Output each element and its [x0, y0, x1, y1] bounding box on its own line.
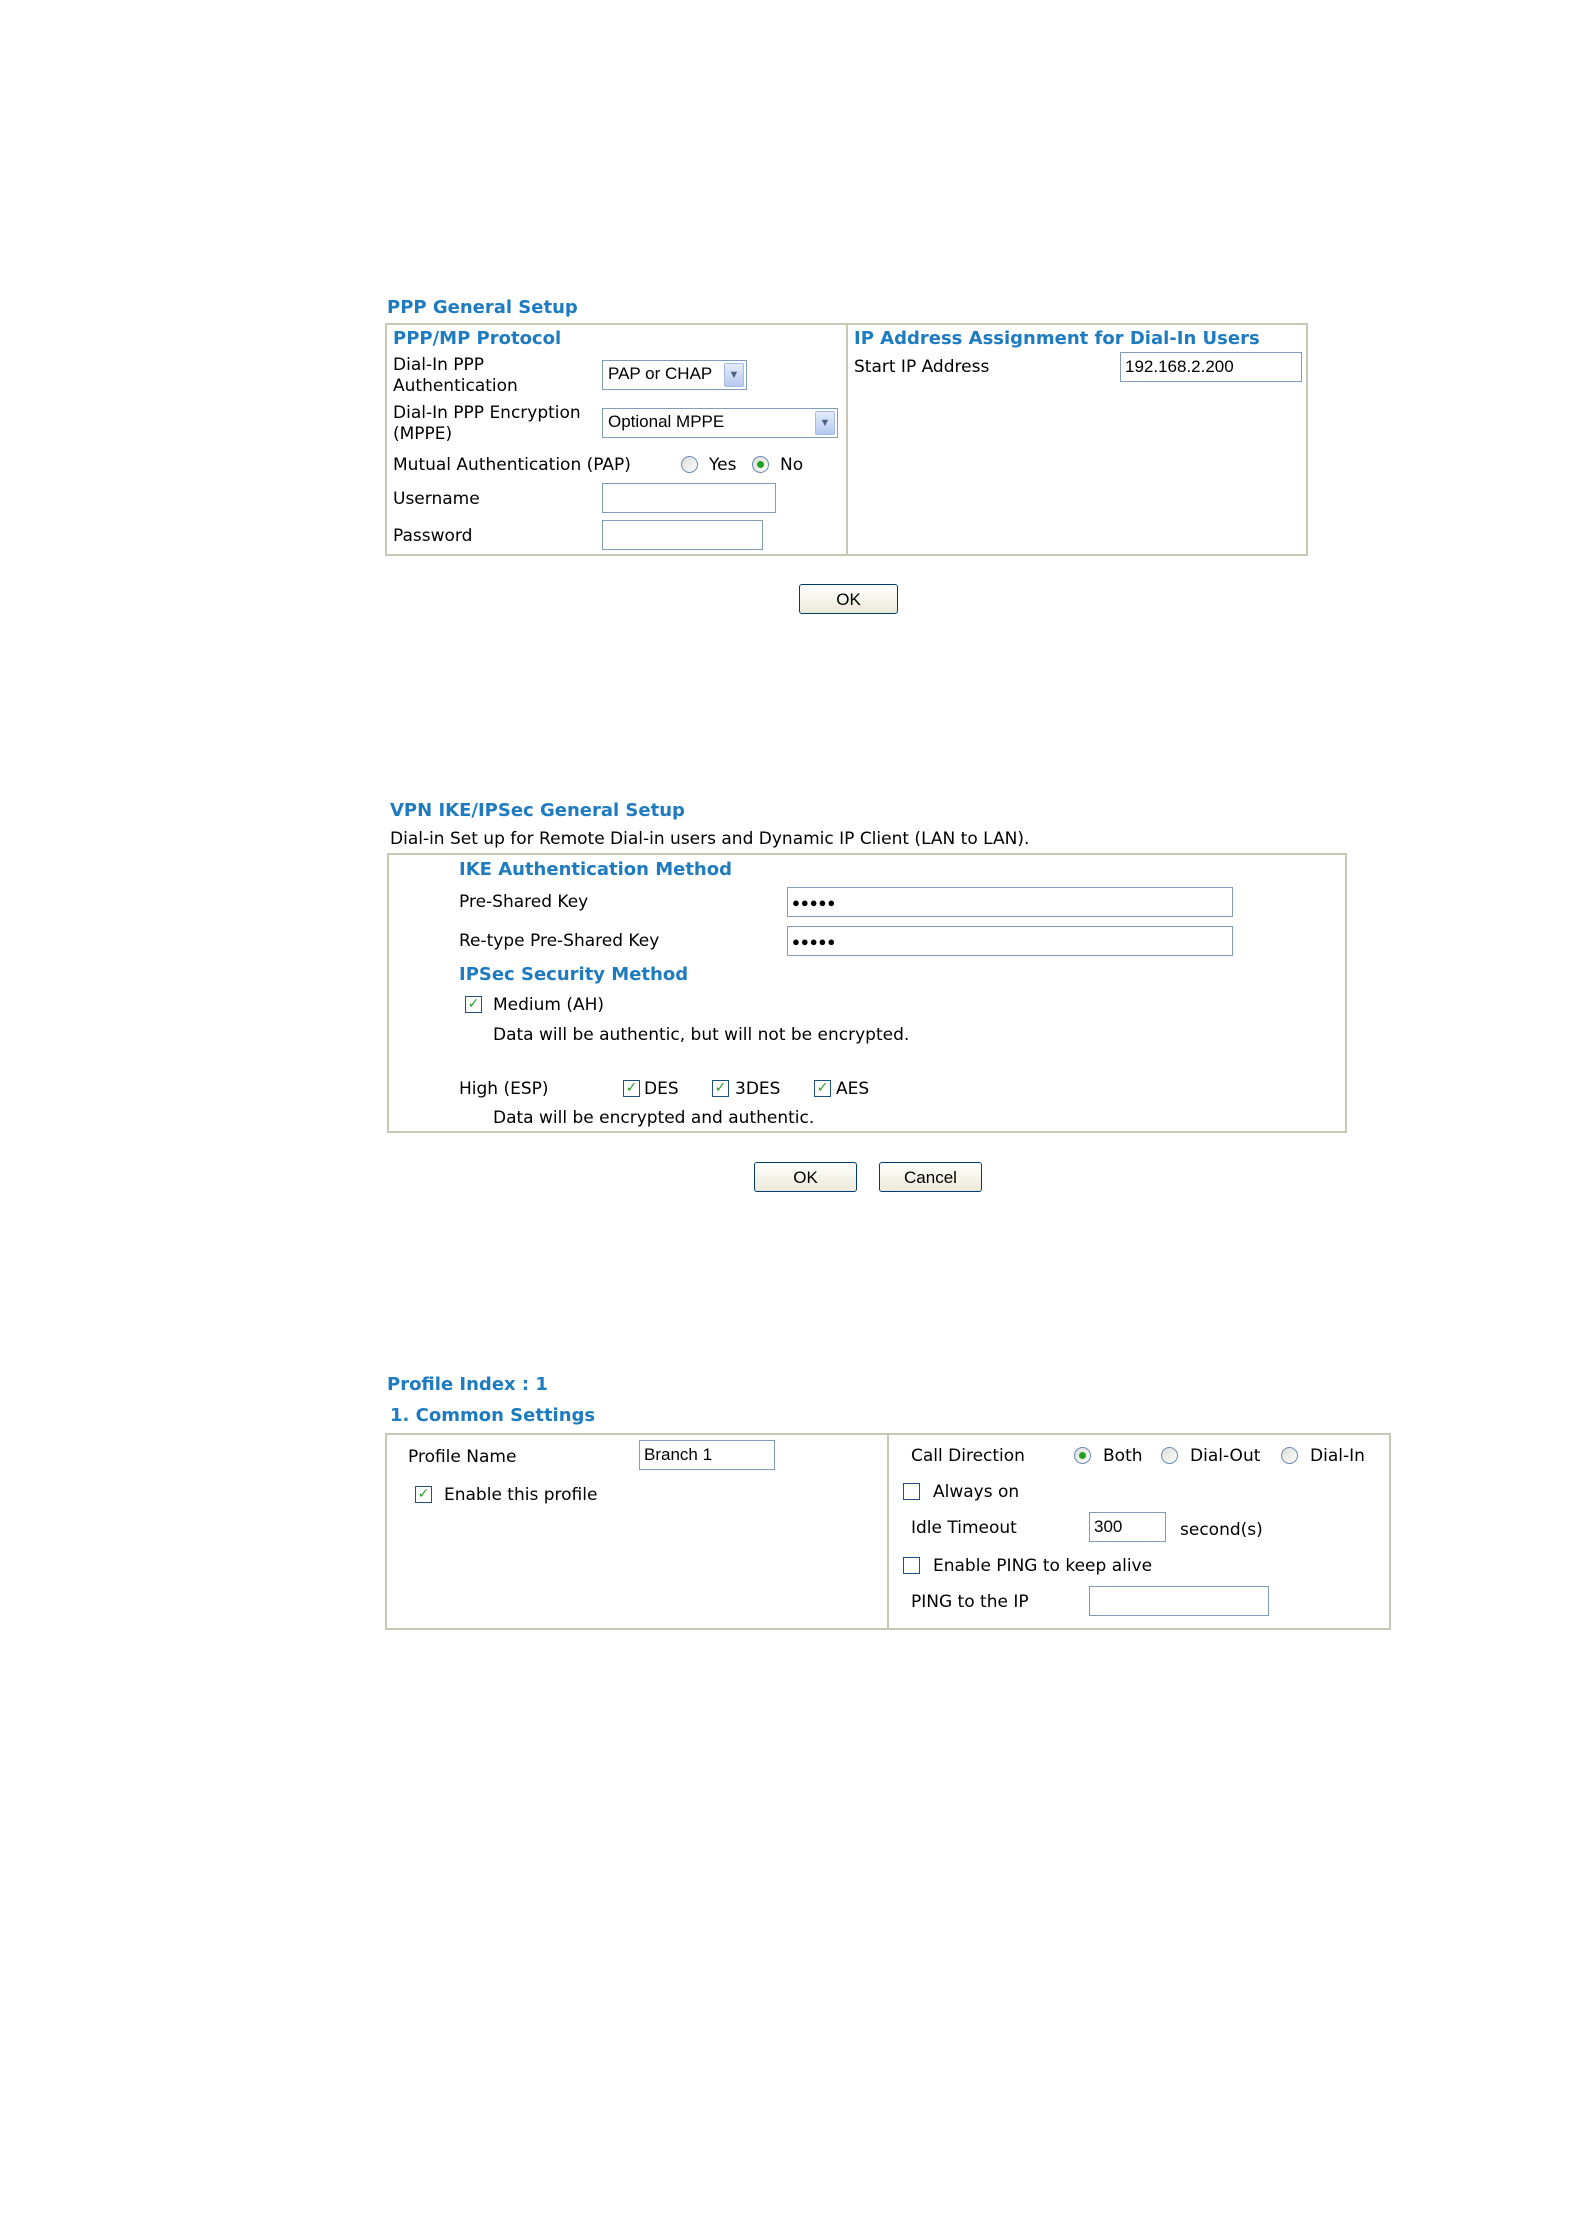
mutual-no-radio[interactable] [752, 456, 769, 473]
idle-timeout-unit: second(s) [1180, 1520, 1263, 1540]
idle-timeout-input[interactable]: 300 [1089, 1512, 1166, 1542]
high-esp-note: Data will be encrypted and authentic. [493, 1108, 815, 1128]
enable-profile-checkbox[interactable]: ✓ [415, 1486, 432, 1503]
profile-name-label: Profile Name [408, 1447, 517, 1467]
enc-label-line2: (MPPE) [393, 424, 453, 444]
psk-label: Pre-Shared Key [459, 892, 589, 912]
retype-psk-label: Re-type Pre-Shared Key [459, 931, 660, 951]
ip-assignment-title: IP Address Assignment for Dial-In Users [854, 328, 1260, 349]
ping-keepalive-checkbox[interactable] [903, 1557, 920, 1574]
retype-psk-input[interactable]: ●●●●● [787, 926, 1233, 956]
chevron-down-icon[interactable]: ▼ [724, 363, 744, 387]
vpn-description: Dial-in Set up for Remote Dial-in users and Dynamic IP Client (LAN to LAN). [390, 829, 1030, 849]
call-dir-both-label: Both [1103, 1446, 1143, 1466]
vpn-ok-button[interactable]: OK [754, 1162, 857, 1192]
ike-title: IKE Authentication Method [459, 859, 732, 880]
always-on-label: Always on [933, 1482, 1020, 1502]
high-esp-label: High (ESP) [459, 1079, 549, 1099]
mutual-yes-radio[interactable] [681, 456, 698, 473]
ipsec-title: IPSec Security Method [459, 964, 689, 985]
mutual-auth-label: Mutual Authentication (PAP) [393, 455, 631, 475]
enc-select[interactable] [602, 408, 838, 438]
chevron-down-icon[interactable]: ▼ [815, 411, 835, 435]
aes-checkbox[interactable]: ✓ [814, 1080, 831, 1097]
auth-select-value: PAP or CHAP [608, 364, 713, 383]
psk-input[interactable]: ●●●●● [787, 887, 1233, 917]
call-dir-dialin-radio[interactable] [1281, 1447, 1298, 1464]
ppp-protocol-title: PPP/MP Protocol [393, 328, 562, 349]
ppp-ok-button[interactable]: OK [799, 584, 898, 614]
call-dir-both-radio[interactable] [1074, 1447, 1091, 1464]
auth-select[interactable] [602, 360, 747, 390]
vpn-heading: VPN IKE/IPSec General Setup [390, 800, 685, 821]
profile-name-input[interactable]: Branch 1 [639, 1440, 775, 1470]
ppp-divider [846, 323, 848, 556]
password-label: Password [393, 526, 473, 546]
mutual-no-label: No [780, 455, 804, 475]
username-input[interactable] [602, 483, 776, 513]
start-ip-label: Start IP Address [854, 357, 990, 377]
profile-divider [887, 1433, 889, 1630]
username-label: Username [393, 489, 480, 509]
call-dir-dialin-label: Dial-In [1310, 1446, 1365, 1466]
ppp-heading: PPP General Setup [387, 297, 578, 318]
medium-ah-label: Medium (AH) [493, 995, 605, 1015]
idle-timeout-label: Idle Timeout [911, 1518, 1017, 1538]
mutual-yes-label: Yes [709, 455, 737, 475]
password-input[interactable] [602, 520, 763, 550]
enc-label-line1: Dial-In PPP Encryption [393, 403, 581, 423]
vpn-cancel-button[interactable]: Cancel [879, 1162, 982, 1192]
call-dir-dialout-label: Dial-Out [1190, 1446, 1261, 1466]
des-checkbox[interactable]: ✓ [623, 1080, 640, 1097]
des-label: DES [644, 1079, 679, 1099]
common-settings-heading: 1. Common Settings [390, 1405, 596, 1426]
call-dir-dialout-radio[interactable] [1161, 1447, 1178, 1464]
3des-checkbox[interactable]: ✓ [712, 1080, 729, 1097]
auth-label-line2: Authentication [393, 376, 518, 396]
enable-profile-label: Enable this profile [444, 1485, 598, 1505]
ping-ip-input[interactable] [1089, 1586, 1269, 1616]
enc-select-value: Optional MPPE [608, 412, 725, 431]
ping-ip-label: PING to the IP [911, 1592, 1029, 1612]
3des-label: 3DES [735, 1079, 781, 1099]
profile-index-heading: Profile Index : 1 [387, 1374, 548, 1395]
auth-label-line1: Dial-In PPP [393, 355, 485, 375]
ping-keepalive-label: Enable PING to keep alive [933, 1556, 1153, 1576]
always-on-checkbox[interactable] [903, 1483, 920, 1500]
call-direction-label: Call Direction [911, 1446, 1025, 1466]
medium-ah-note: Data will be authentic, but will not be encrypted. [493, 1025, 910, 1045]
medium-ah-checkbox[interactable]: ✓ [465, 996, 482, 1013]
start-ip-input[interactable]: 192.168.2.200 [1120, 352, 1302, 382]
aes-label: AES [836, 1079, 870, 1099]
